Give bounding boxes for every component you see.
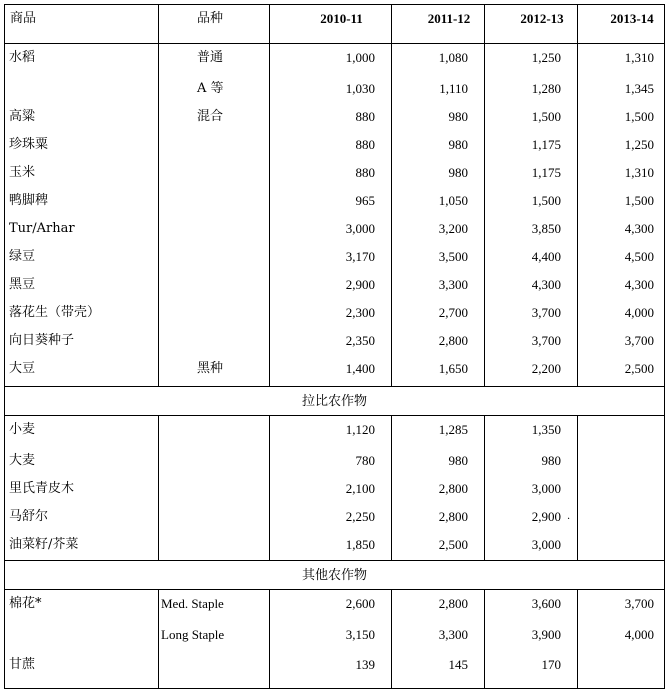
- price-cell: 3,700: [485, 299, 578, 327]
- section-title-rabi: 拉比农作物: [5, 387, 665, 416]
- table-row: [5, 187, 665, 215]
- price-cell: 2,500: [392, 531, 485, 561]
- price-cell: 3,170: [270, 243, 392, 271]
- table-row: [5, 651, 665, 689]
- table-row: [5, 416, 665, 447]
- price-cell: 2,500: [578, 355, 665, 387]
- price-cell: 880: [270, 159, 392, 187]
- price-cell: [578, 503, 665, 531]
- price-cell: 2,100: [270, 475, 392, 503]
- price-cell: 965: [270, 187, 392, 215]
- commodity-cell: [5, 621, 159, 651]
- price-cell: 980: [392, 447, 485, 475]
- price-cell: 1,500: [485, 103, 578, 131]
- variety-cell: [159, 651, 270, 689]
- table-row: [5, 271, 665, 299]
- commodity-cell: 玉米: [5, 159, 159, 187]
- commodity-cell: 马舒尔: [5, 503, 159, 531]
- section-title-other: 其他农作物: [5, 561, 665, 590]
- price-cell: 139: [270, 651, 392, 689]
- price-cell: 1,285: [392, 416, 485, 447]
- commodity-cell: 向日葵种子: [5, 327, 159, 355]
- price-cell: 1,350: [485, 416, 578, 447]
- commodity-cell: 小麦: [5, 416, 159, 447]
- variety-cell: [159, 327, 270, 355]
- table-row: [5, 447, 665, 475]
- price-cell: 1,110: [392, 75, 485, 103]
- price-cell: 1,650: [392, 355, 485, 387]
- commodity-cell: 鸭脚稗: [5, 187, 159, 215]
- table-header-row: [5, 5, 665, 44]
- table-row: [5, 215, 665, 243]
- price-cell: 4,300: [578, 215, 665, 243]
- variety-cell: [159, 131, 270, 159]
- variety-cell: [159, 416, 270, 447]
- kharif-section: [5, 44, 665, 387]
- price-table: [4, 4, 665, 689]
- table-row: [5, 103, 665, 131]
- price-cell: 2,300: [270, 299, 392, 327]
- commodity-cell: 甘蔗: [5, 651, 159, 689]
- price-cell: 1,050: [392, 187, 485, 215]
- variety-cell: [159, 187, 270, 215]
- price-cell: 980: [392, 103, 485, 131]
- header-year-2010-11: 2010-11: [270, 5, 392, 44]
- price-cell: 1,280: [485, 75, 578, 103]
- price-cell: 1,400: [270, 355, 392, 387]
- price-cell: 1,850: [270, 531, 392, 561]
- commodity-cell: 珍珠粟: [5, 131, 159, 159]
- price-cell: 2,350: [270, 327, 392, 355]
- header-year-2013-14: 2013-14: [578, 5, 665, 44]
- table-row: [5, 503, 665, 531]
- variety-cell: Long Staple: [159, 621, 270, 651]
- price-cell: 3,700: [578, 590, 665, 621]
- table-row: [5, 299, 665, 327]
- table-row: [5, 590, 665, 621]
- variety-cell: [159, 447, 270, 475]
- price-cell: 1,310: [578, 44, 665, 75]
- price-cell: 2,250: [270, 503, 392, 531]
- price-cell: 2,700: [392, 299, 485, 327]
- price-cell: 3,200: [392, 215, 485, 243]
- price-cell: 4,300: [485, 271, 578, 299]
- other-section: [5, 590, 665, 689]
- price-cell: 780: [270, 447, 392, 475]
- variety-cell: [159, 243, 270, 271]
- price-cell: 1,120: [270, 416, 392, 447]
- price-cell: 980: [392, 131, 485, 159]
- price-cell: 1,500: [485, 187, 578, 215]
- rabi-section-header: [5, 387, 665, 416]
- table-row: [5, 75, 665, 103]
- variety-cell: 黑种: [159, 355, 270, 387]
- variety-cell: A 等: [159, 75, 270, 103]
- price-cell: 1,500: [578, 103, 665, 131]
- price-cell: 145: [392, 651, 485, 689]
- price-cell: 880: [270, 103, 392, 131]
- commodity-cell: 高粱: [5, 103, 159, 131]
- price-cell: 3,000: [485, 531, 578, 561]
- price-cell: 1,250: [578, 131, 665, 159]
- price-cell: 2,800: [392, 590, 485, 621]
- price-cell: 3,300: [392, 621, 485, 651]
- price-cell: 2,800: [392, 327, 485, 355]
- header-year-2012-13: 2012-13: [485, 5, 578, 44]
- table-row: [5, 621, 665, 651]
- price-cell: [578, 651, 665, 689]
- variety-cell: [159, 159, 270, 187]
- price-cell: 3,700: [578, 327, 665, 355]
- price-cell: 1,000: [270, 44, 392, 75]
- header-commodity: 商品: [5, 5, 159, 44]
- header-year-2011-12: 2011-12: [392, 5, 485, 44]
- commodity-cell: 落花生（带壳）: [5, 299, 159, 327]
- price-cell: 3,300: [392, 271, 485, 299]
- commodity-cell: 棉花*: [5, 590, 159, 621]
- variety-cell: [159, 531, 270, 561]
- price-cell: 2,800: [392, 475, 485, 503]
- commodity-cell: 大豆: [5, 355, 159, 387]
- price-cell: [578, 531, 665, 561]
- table-row: [5, 355, 665, 387]
- other-section-header: [5, 561, 665, 590]
- price-cell: 1,345: [578, 75, 665, 103]
- price-cell: 1,175: [485, 159, 578, 187]
- price-cell: 1,500: [578, 187, 665, 215]
- commodity-cell: 水稻: [5, 44, 159, 75]
- variety-cell: 普通: [159, 44, 270, 75]
- table-row: [5, 475, 665, 503]
- price-cell: 880: [270, 131, 392, 159]
- commodity-cell: 绿豆: [5, 243, 159, 271]
- table-row: [5, 159, 665, 187]
- price-cell: 2,900: [270, 271, 392, 299]
- price-cell: 3,500: [392, 243, 485, 271]
- variety-cell: 混合: [159, 103, 270, 131]
- variety-cell: [159, 215, 270, 243]
- variety-cell: [159, 475, 270, 503]
- price-cell: 4,400: [485, 243, 578, 271]
- commodity-cell: 大麦: [5, 447, 159, 475]
- table-row: [5, 327, 665, 355]
- price-cell: [578, 416, 665, 447]
- price-cell: 980: [392, 159, 485, 187]
- variety-cell: [159, 503, 270, 531]
- price-cell: 3,900: [485, 621, 578, 651]
- price-cell: 1,080: [392, 44, 485, 75]
- variety-cell: [159, 299, 270, 327]
- price-cell: 4,300: [578, 271, 665, 299]
- commodity-cell: [5, 75, 159, 103]
- table-row: [5, 131, 665, 159]
- price-cell: 4,000: [578, 299, 665, 327]
- variety-cell: [159, 271, 270, 299]
- table-row: [5, 243, 665, 271]
- price-cell: 2,800: [392, 503, 485, 531]
- price-cell: 170: [485, 651, 578, 689]
- commodity-cell: 里氏青皮木: [5, 475, 159, 503]
- variety-cell: Med. Staple: [159, 590, 270, 621]
- price-cell: 2,900: [485, 503, 578, 531]
- price-cell: 2,200: [485, 355, 578, 387]
- price-cell: 3,000: [270, 215, 392, 243]
- price-cell: 1,310: [578, 159, 665, 187]
- price-cell: [578, 447, 665, 475]
- stray-mark: .: [567, 511, 571, 522]
- price-cell: 3,000: [485, 475, 578, 503]
- rabi-section: [5, 416, 665, 561]
- price-cell: 1,030: [270, 75, 392, 103]
- table-row: [5, 531, 665, 561]
- price-cell: 4,500: [578, 243, 665, 271]
- price-cell: 3,150: [270, 621, 392, 651]
- price-cell: 2,600: [270, 590, 392, 621]
- commodity-cell: Tur/Arhar: [5, 215, 159, 243]
- price-cell: 3,700: [485, 327, 578, 355]
- price-cell: 4,000: [578, 621, 665, 651]
- price-cell: 1,175: [485, 131, 578, 159]
- commodity-cell: 黑豆: [5, 271, 159, 299]
- price-cell: 980: [485, 447, 578, 475]
- price-cell: 3,600: [485, 590, 578, 621]
- price-cell: 3,850: [485, 215, 578, 243]
- table-row: [5, 44, 665, 75]
- header-variety: 品种: [159, 5, 270, 44]
- price-cell: 1,250: [485, 44, 578, 75]
- price-cell: [578, 475, 665, 503]
- commodity-cell: 油菜籽/芥菜: [5, 531, 159, 561]
